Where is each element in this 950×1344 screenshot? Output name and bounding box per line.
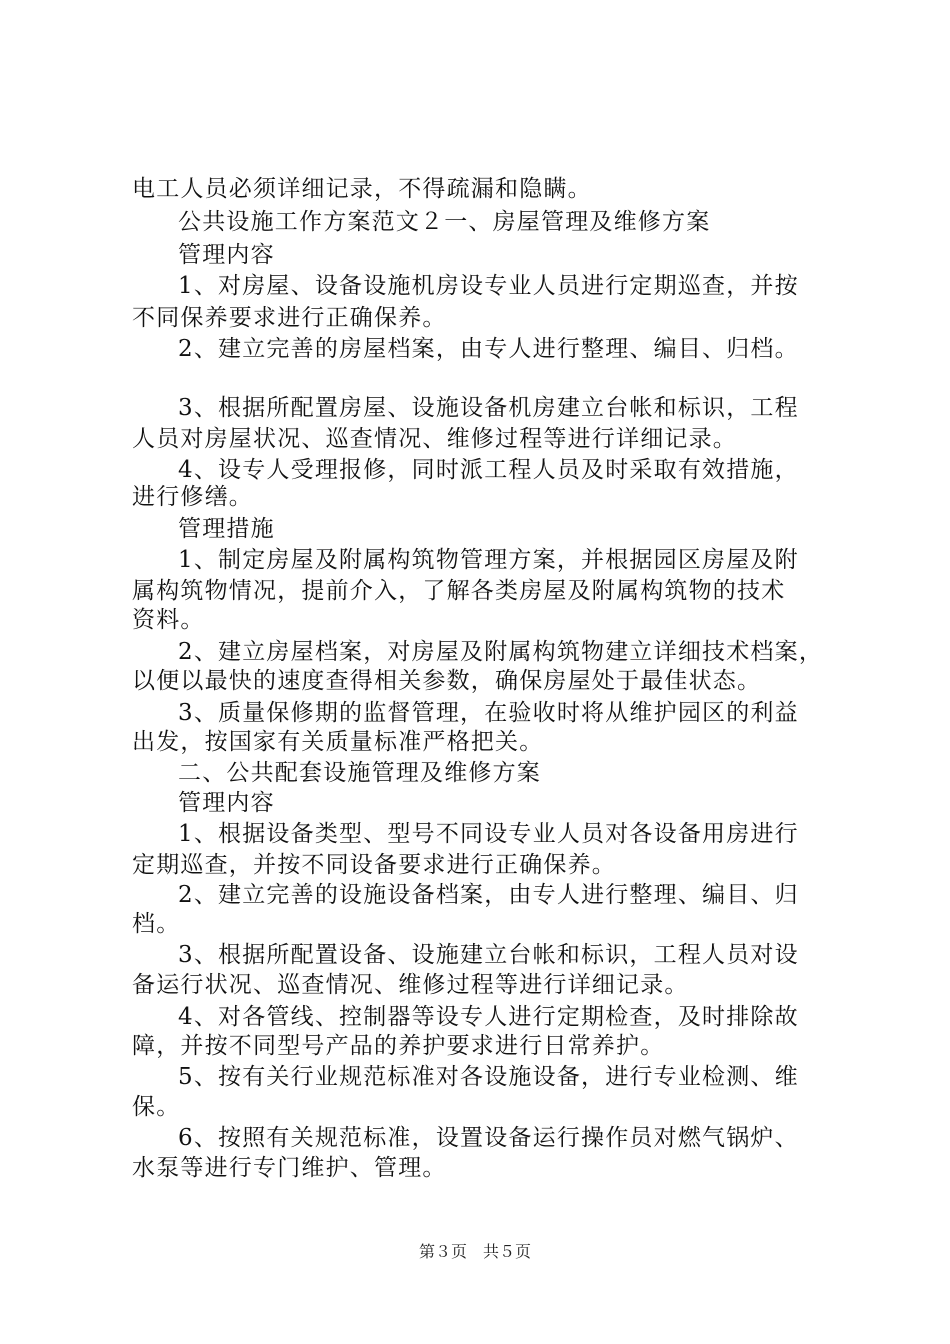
paragraph-line: 3、根据所配置房屋、设施设备机房建立台帐和标识，工程 [178, 395, 799, 421]
paragraph-line: 属构筑物情况，提前介入，了解各类房屋及附属构筑物的技术 [132, 578, 786, 604]
paragraph-line: 2、建立完善的房屋档案，由专人进行整理、编目、归档。 [178, 336, 799, 362]
paragraph-line: 资料。 [132, 607, 205, 633]
paragraph-line: 3、根据所配置设备、设施建立台帐和标识，工程人员对设 [178, 942, 799, 968]
section-heading: 二、公共配套设施管理及维修方案 [178, 760, 541, 786]
paragraph-line: 4、对各管线、控制器等设专人进行定期检查，及时排除故 [178, 1004, 799, 1030]
paragraph-line: 人员对房屋状况、巡查情况、维修过程等进行详细记录。 [132, 426, 737, 452]
paragraph-line: 4、设专人受理报修，同时派工程人员及时采取有效措施， [178, 457, 799, 483]
paragraph-line: 1、对房屋、设备设施机房设专业人员进行定期巡查，并按 [178, 273, 799, 299]
subsection-heading: 管理措施 [178, 516, 275, 542]
subsection-heading: 管理内容 [178, 242, 275, 268]
paragraph-line: 定期巡查，并按不同设备要求进行正确保养。 [132, 852, 616, 878]
subsection-heading: 管理内容 [178, 790, 275, 816]
paragraph-line: 2、建立完善的设施设备档案，由专人进行整理、编目、归 [178, 882, 799, 908]
page-number-footer: 第３页 共５页 [418, 1242, 531, 1261]
paragraph-line: 水泵等进行专门维护、管理。 [132, 1155, 447, 1181]
paragraph-line: 档。 [132, 911, 181, 937]
paragraph-line: 电工人员必须详细记录，不得疏漏和隐瞒。 [132, 176, 592, 202]
paragraph-line: 5、按有关行业规范标准对各设施设备，进行专业检测、维 [178, 1064, 799, 1090]
paragraph-line: 保。 [132, 1094, 181, 1120]
paragraph-line: 2、建立房屋档案，对房屋及附属构筑物建立详细技术档案， [178, 639, 824, 665]
paragraph-line: 1、制定房屋及附属构筑物管理方案，并根据园区房屋及附 [178, 547, 799, 573]
paragraph-line: 备运行状况、巡查情况、维修过程等进行详细记录。 [132, 972, 689, 998]
paragraph-line: 6、按照有关规范标准，设置设备运行操作员对燃气锅炉、 [178, 1125, 799, 1151]
paragraph-line: 3、质量保修期的监督管理，在验收时将从维护园区的利益 [178, 700, 799, 726]
paragraph-line: 以便以最快的速度查得相关参数，确保房屋处于最佳状态。 [132, 668, 762, 694]
paragraph-line: 进行修缮。 [132, 484, 253, 510]
paragraph-line: 1、根据设备类型、型号不同设专业人员对各设备用房进行 [178, 821, 799, 847]
section-heading: 公共设施工作方案范文２一、房屋管理及维修方案 [178, 209, 711, 235]
paragraph-line: 障，并按不同型号产品的养护要求进行日常养护。 [132, 1033, 665, 1059]
paragraph-line: 出发，按国家有关质量标准严格把关。 [132, 729, 544, 755]
paragraph-line: 不同保养要求进行正确保养。 [132, 305, 447, 331]
